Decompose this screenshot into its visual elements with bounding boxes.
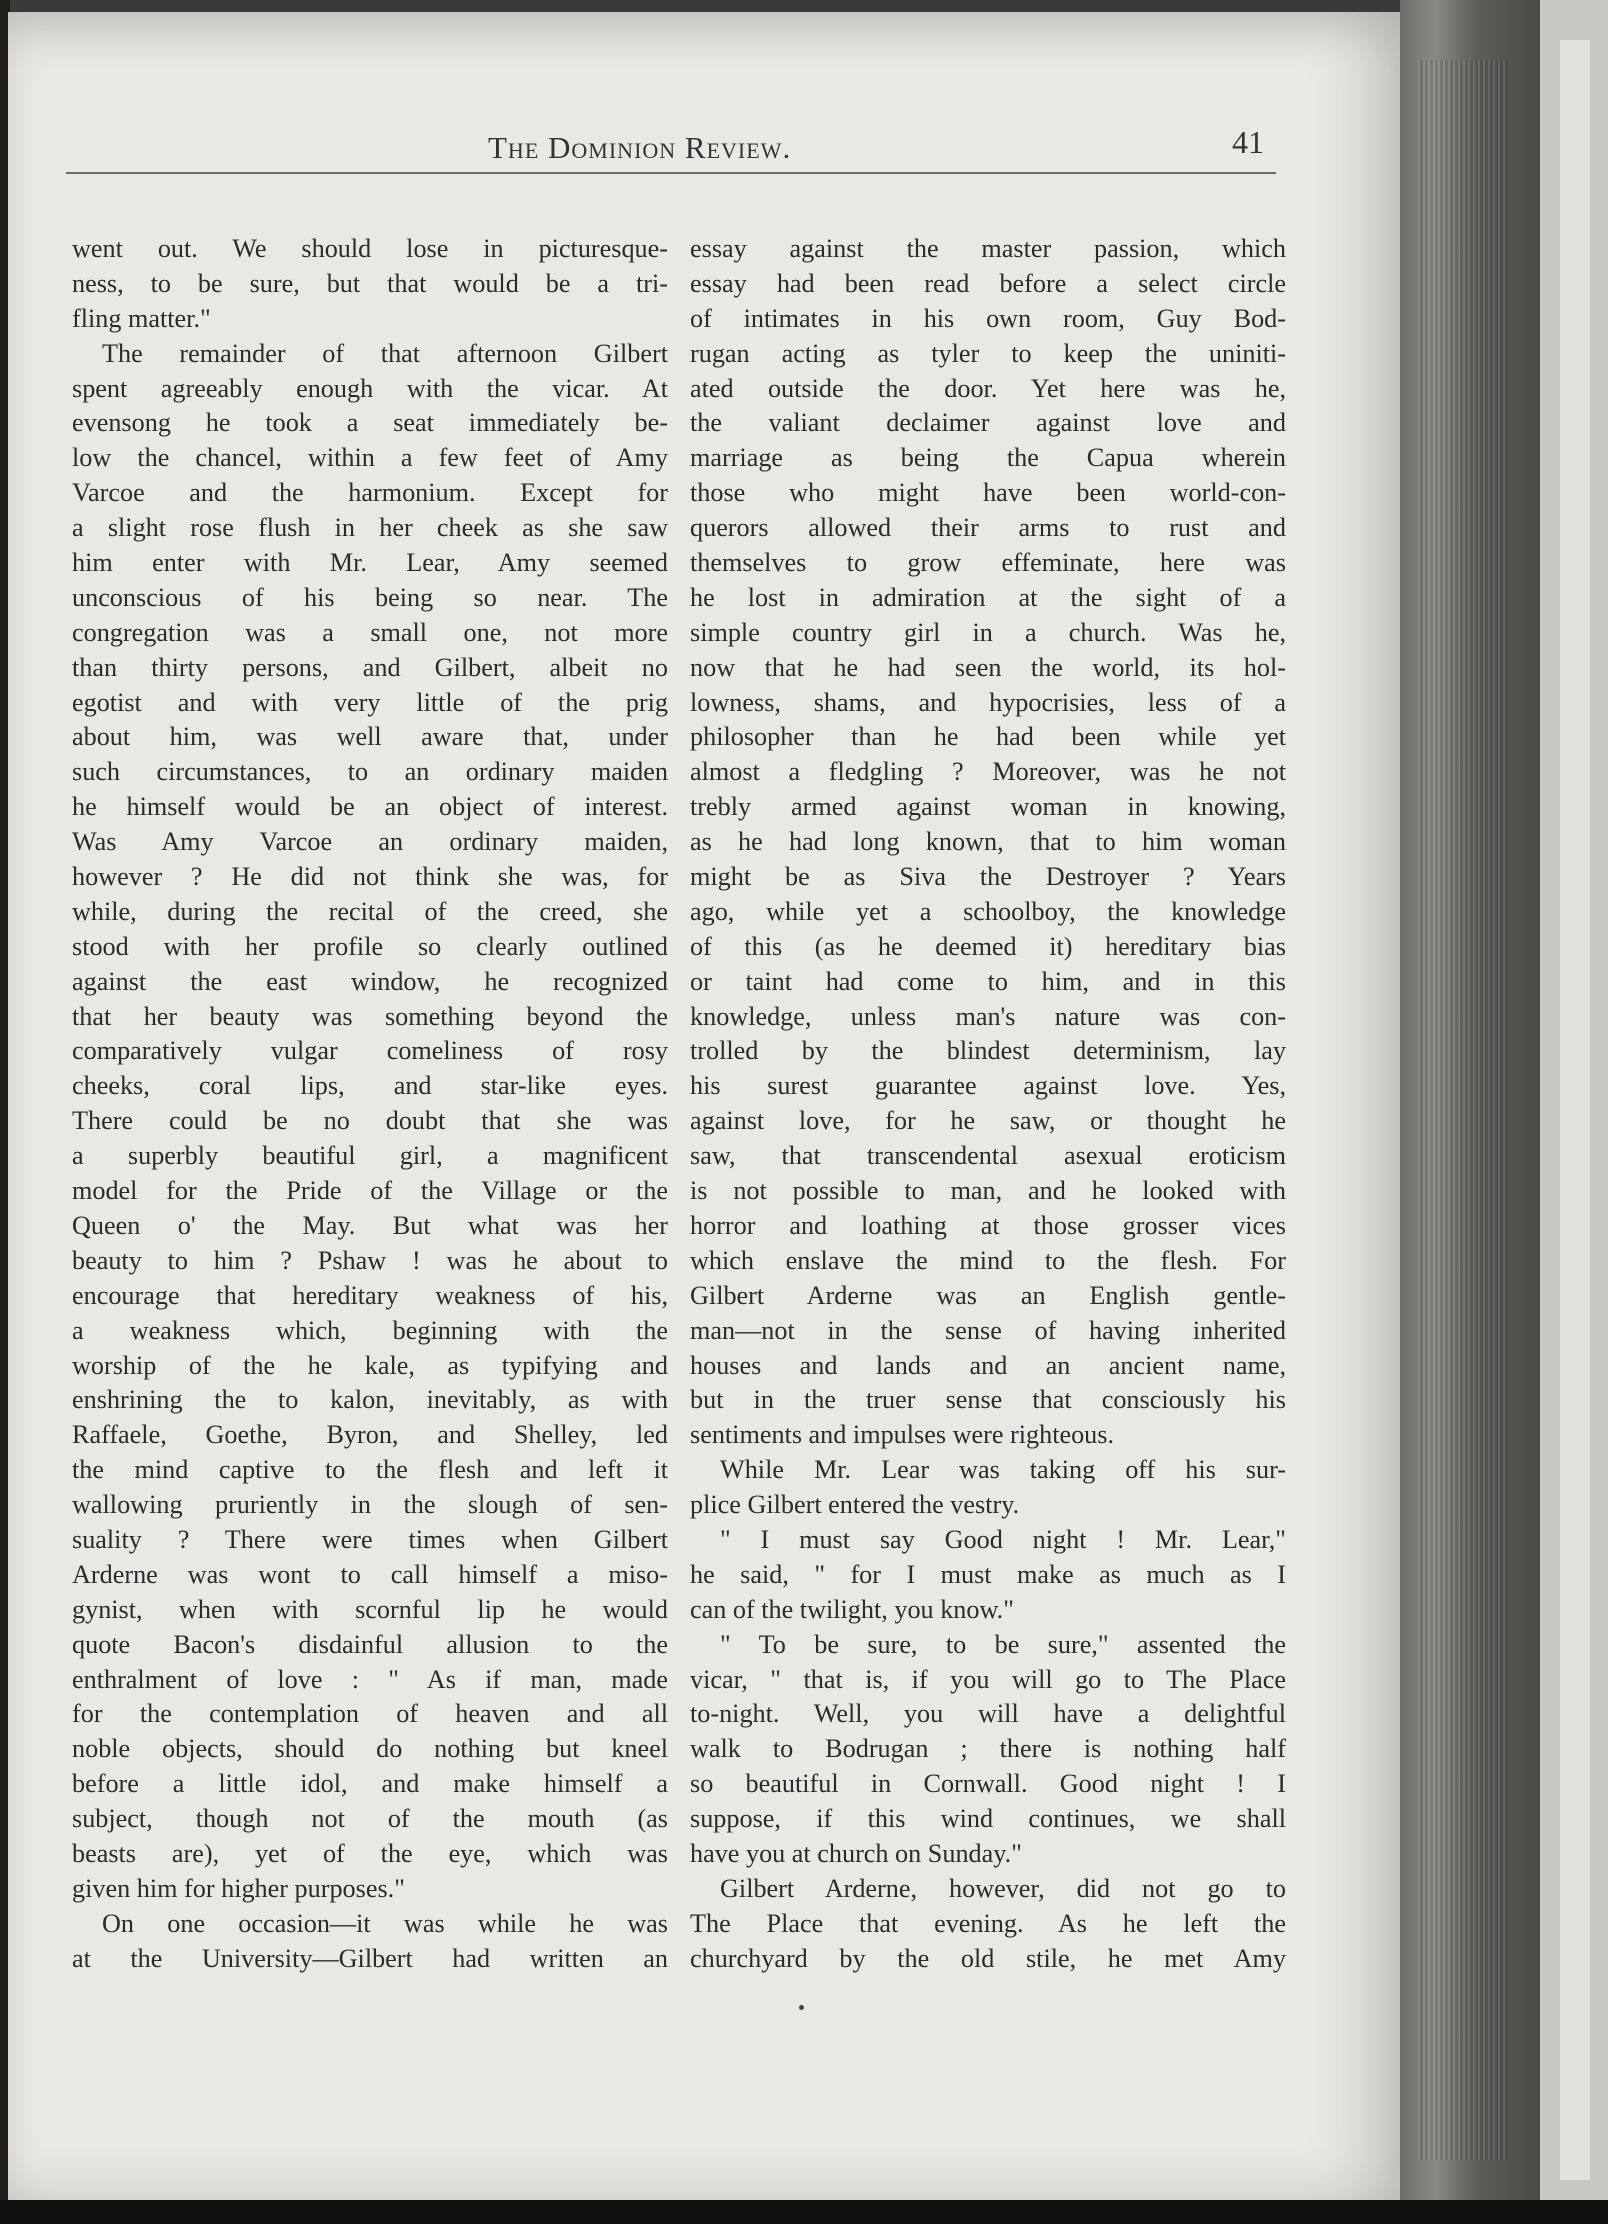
text-line: which enslave the mind to the flesh. For bbox=[690, 1245, 1286, 1275]
text-line: to-night. Well, you will have a delightful bbox=[690, 1699, 1286, 1729]
text-line: gynist, when with scornful lip he would bbox=[72, 1594, 668, 1624]
text-line: stood with her profile so clearly outlined bbox=[72, 931, 668, 961]
text-line: went out. We should lose in picturesque- bbox=[72, 234, 668, 263]
text-line: egotist and with very little of the prig bbox=[72, 687, 668, 717]
text-line: saw, that transcendental asexual eroticism bbox=[690, 1141, 1286, 1171]
text-line: quote Bacon's disdainful allusion to the bbox=[72, 1629, 668, 1659]
running-header-title: The Dominion Review. bbox=[488, 130, 792, 165]
text-line: congregation was a small one, not more bbox=[72, 617, 668, 647]
text-line: philosopher than he had been while yet bbox=[690, 722, 1286, 752]
text-line: marriage as being the Capua wherein bbox=[690, 443, 1286, 473]
text-line: noble objects, should do nothing but kneel bbox=[72, 1734, 668, 1764]
text-line: of this (as he deemed it) hereditary bias bbox=[690, 931, 1286, 961]
text-line: fling matter." bbox=[72, 303, 211, 333]
text-line: houses and lands and an ancient name, bbox=[690, 1350, 1286, 1380]
text-line: low the chancel, within a few feet of Amy bbox=[72, 443, 668, 473]
text-line: querors allowed their arms to rust and bbox=[690, 513, 1286, 543]
text-line: a weakness which, beginning with the bbox=[72, 1315, 668, 1345]
text-line: enthralment of love : " As if man, made bbox=[72, 1664, 668, 1694]
text-line: can of the twilight, you know." bbox=[690, 1594, 1014, 1624]
text-line: lowness, shams, and hypocrisies, less of a bbox=[690, 687, 1286, 717]
header-rule bbox=[66, 172, 1276, 174]
text-line: than thirty persons, and Gilbert, albeit no bbox=[72, 652, 668, 682]
text-line: Raffaele, Goethe, Byron, and Shelley, led bbox=[72, 1420, 668, 1450]
text-line: given him for higher purposes." bbox=[72, 1873, 405, 1903]
text-line: a superbly beautiful girl, a magnificent bbox=[72, 1141, 668, 1171]
text-line: ago, while yet a schoolboy, the knowledge bbox=[690, 896, 1286, 926]
text-line: trolled by the blindest determinism, lay bbox=[690, 1036, 1286, 1066]
text-line: against the east window, he recognized bbox=[72, 966, 668, 996]
text-line: The Place that evening. As he left the bbox=[690, 1908, 1286, 1938]
text-line: he himself would be an object of interest. bbox=[72, 792, 668, 822]
text-line: rugan acting as tyler to keep the uniniti- bbox=[690, 338, 1286, 368]
text-line: might be as Siva the Destroyer ? Years bbox=[690, 862, 1286, 892]
text-line: Varcoe and the harmonium. Except for bbox=[72, 478, 668, 508]
text-line: While Mr. Lear was taking off his sur- bbox=[720, 1455, 1286, 1485]
text-line: Gilbert Arderne, however, did not go to bbox=[720, 1873, 1286, 1903]
text-line: a slight rose flush in her cheek as she saw bbox=[72, 513, 668, 543]
text-line: his surest guarantee against love. Yes, bbox=[690, 1071, 1286, 1101]
text-line: plice Gilbert entered the vestry. bbox=[690, 1490, 1020, 1520]
text-line: The remainder of that afternoon Gilbert bbox=[102, 338, 668, 368]
page-number: 41 bbox=[1232, 124, 1264, 160]
text-line: horror and loathing at those grosser vices bbox=[690, 1210, 1286, 1240]
text-line: Queen o' the May. But what was her bbox=[72, 1210, 668, 1240]
page-edges bbox=[1418, 60, 1508, 2160]
text-line: for the contemplation of heaven and all bbox=[72, 1699, 668, 1729]
text-line: wallowing pruriently in the slough of sen- bbox=[72, 1490, 668, 1520]
text-line: before a little idol, and make himself a bbox=[72, 1769, 668, 1799]
left-text-column bbox=[72, 232, 668, 1977]
text-line: he said, " for I must make as much as I bbox=[690, 1559, 1286, 1589]
text-line: have you at church on Sunday." bbox=[690, 1838, 1022, 1868]
text-line: the valiant declaimer against love and bbox=[690, 408, 1286, 438]
text-line: the mind captive to the flesh and left it bbox=[72, 1455, 668, 1485]
text-line: about him, was well aware that, under bbox=[72, 722, 668, 752]
ink-speck bbox=[799, 2005, 804, 2010]
text-line: he lost in admiration at the sight of a bbox=[690, 582, 1286, 612]
text-line: model for the Pride of the Village or the bbox=[72, 1176, 668, 1206]
text-line: beasts are), yet of the eye, which was bbox=[72, 1838, 668, 1868]
text-line: Gilbert Arderne was an English gentle- bbox=[690, 1280, 1286, 1310]
text-line: vicar, " that is, if you will go to The Place bbox=[690, 1664, 1286, 1694]
text-line: suppose, if this wind continues, we shall bbox=[690, 1804, 1286, 1834]
text-line: ated outside the door. Yet here was he, bbox=[690, 373, 1286, 403]
text-line: enshrining the to kalon, inevitably, as with bbox=[72, 1385, 668, 1415]
text-line: spent agreeably enough with the vicar. At bbox=[72, 373, 668, 403]
text-line: such circumstances, to an ordinary maiden bbox=[72, 757, 668, 787]
text-line: essay against the master passion, which bbox=[690, 234, 1286, 263]
text-line: so beautiful in Cornwall. Good night ! I bbox=[690, 1769, 1286, 1799]
text-line: cheeks, coral lips, and star-like eyes. bbox=[72, 1071, 668, 1101]
text-line: comparatively vulgar comeliness of rosy bbox=[72, 1036, 668, 1066]
text-line: suality ? There were times when Gilbert bbox=[72, 1524, 668, 1554]
text-line: sentiments and impulses were righteous. bbox=[690, 1420, 1115, 1450]
right-text-column bbox=[690, 232, 1286, 1977]
text-line: encourage that hereditary weakness of his, bbox=[72, 1280, 668, 1310]
text-line: simple country girl in a church. Was he, bbox=[690, 617, 1286, 647]
text-line: while, during the recital of the creed, she bbox=[72, 896, 668, 926]
text-line: trebly armed against woman in knowing, bbox=[690, 792, 1286, 822]
text-line: those who might have been world-con- bbox=[690, 478, 1286, 508]
text-line: however ? He did not think she was, for bbox=[72, 862, 668, 892]
text-line: that her beauty was something beyond the bbox=[72, 1001, 668, 1031]
text-line: as he had long known, that to him woman bbox=[690, 827, 1286, 857]
scan-bottom-edge bbox=[0, 2200, 1608, 2224]
text-line: or taint had come to him, and in this bbox=[690, 966, 1286, 996]
text-line: is not possible to man, and he looked with bbox=[690, 1176, 1286, 1206]
text-line: beauty to him ? Pshaw ! was he about to bbox=[72, 1245, 668, 1275]
book-cover-inner bbox=[1560, 40, 1590, 2180]
text-line: now that he had seen the world, its hol- bbox=[690, 652, 1286, 682]
text-line: " I must say Good night ! Mr. Lear," bbox=[720, 1524, 1286, 1554]
text-line: Was Amy Varcoe an ordinary maiden, bbox=[72, 827, 668, 857]
text-line: essay had been read before a select circle bbox=[690, 268, 1286, 298]
text-line: of intimates in his own room, Guy Bod- bbox=[690, 303, 1286, 333]
text-line: walk to Bodrugan ; there is nothing half bbox=[690, 1734, 1286, 1764]
text-line: against love, for he saw, or thought he bbox=[690, 1106, 1286, 1136]
text-line: at the University—Gilbert had written an bbox=[72, 1943, 668, 1973]
text-line: unconscious of his being so near. The bbox=[72, 582, 668, 612]
text-line: him enter with Mr. Lear, Amy seemed bbox=[72, 548, 668, 578]
text-line: worship of the he kale, as typifying and bbox=[72, 1350, 668, 1380]
text-line: evensong he took a seat immediately be- bbox=[72, 408, 668, 438]
text-line: Arderne was wont to call himself a miso- bbox=[72, 1559, 668, 1589]
text-line: themselves to grow effeminate, here was bbox=[690, 548, 1286, 578]
text-line: subject, though not of the mouth (as bbox=[72, 1804, 668, 1834]
text-line: but in the truer sense that consciously his bbox=[690, 1385, 1286, 1415]
text-line: On one occasion—it was while he was bbox=[102, 1908, 668, 1938]
text-line: There could be no doubt that she was bbox=[72, 1106, 668, 1136]
text-line: churchyard by the old stile, he met Amy bbox=[690, 1943, 1286, 1973]
text-line: man—not in the sense of having inherited bbox=[690, 1315, 1286, 1345]
text-line: " To be sure, to be sure," assented the bbox=[720, 1629, 1286, 1659]
text-line: almost a fledgling ? Moreover, was he not bbox=[690, 757, 1286, 787]
text-line: knowledge, unless man's nature was con- bbox=[690, 1001, 1286, 1031]
text-line: ness, to be sure, but that would be a tri- bbox=[72, 268, 668, 298]
